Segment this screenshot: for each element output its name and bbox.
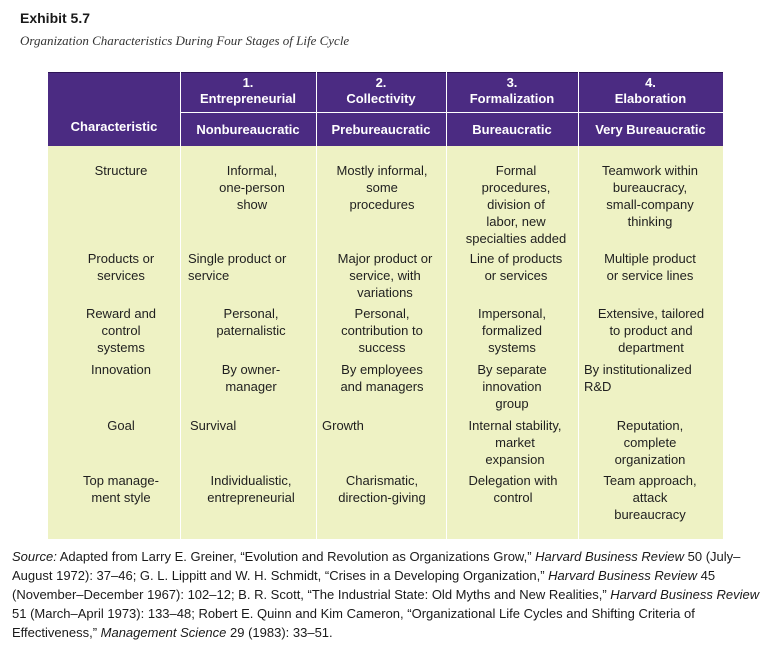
source-text: 45 (November–December 1967): 102–12; B. R. Scott, “The Industrial State: Old Myths and New Realities,” [12, 568, 716, 602]
table-cell: Growth [322, 418, 364, 433]
stage-name: Entrepreneurial [199, 91, 297, 106]
table-cell: Formal procedures, division of labor, new specialties added [465, 163, 567, 246]
column-divider [446, 72, 447, 539]
stage-name: Elaboration [614, 91, 687, 106]
table-cell: Internal stability, market expansion [468, 418, 562, 467]
table-cell: By owner- manager [221, 362, 281, 394]
source-journal: Management Science [100, 625, 227, 640]
source-text: Adapted from Larry E. Greiner, “Evolution and Revolution as Organizations Grow,” [56, 549, 536, 564]
column-divider [578, 72, 579, 539]
table-cell: Major product or service, with variations [337, 251, 433, 300]
stage-number: 3. [506, 75, 518, 90]
stage-bureaucracy-level: Prebureaucratic [331, 122, 431, 137]
stage-name: Collectivity [346, 91, 416, 106]
life-cycle-table [48, 72, 723, 539]
row-characteristic: Goal [107, 418, 135, 433]
source-citation [12, 547, 772, 642]
header-separator [180, 112, 723, 113]
source-text: 29 (1983): 33–51. [226, 625, 333, 640]
row-characteristic: Innovation [91, 362, 151, 377]
table-cell: Teamwork within bureaucracy, small-company thinking [601, 163, 699, 229]
source-text: 50 (July–August 1972): 37–46; G. L. Lippitt and W. H. Schmidt, “Crises in a Developing Organization,” [12, 549, 741, 583]
row-characteristic: Structure [94, 163, 148, 178]
table-cell: Survival [190, 418, 237, 433]
table-cell: Mostly informal, some procedures [336, 163, 428, 212]
stage-bureaucracy-level: Nonbureaucratic [196, 122, 300, 137]
row-characteristic: Products or services [87, 251, 155, 283]
table-top-border [48, 72, 723, 73]
characteristic-header: Characteristic [70, 119, 158, 134]
table-cell: Team approach, attack bureaucracy [603, 473, 697, 522]
source-journal: Harvard Business Review [610, 587, 760, 602]
source-label: Source: [12, 549, 57, 564]
exhibit-title: Exhibit 5.7 [20, 10, 91, 26]
row-characteristic: Reward and control systems [85, 306, 157, 355]
table-cell: Charismatic, direction-giving [338, 473, 426, 505]
source-journal: Harvard Business Review [535, 549, 685, 564]
table-cell: Impersonal, formalized systems [478, 306, 546, 355]
source-journal: Harvard Business Review [548, 568, 698, 583]
column-divider [180, 72, 181, 539]
source-text: 51 (March–April 1973): 133–48; Robert E. Quinn and Kim Cameron, “Organizational Life Cycles and Shifting Criteria of Effectiveness,” [12, 606, 695, 640]
row-characteristic: Top manage- ment style [83, 473, 159, 505]
table-cell: Reputation, complete organization [614, 418, 686, 467]
table-cell: Line of products or services [469, 251, 563, 283]
table-cell: Single product or service [188, 251, 287, 283]
stage-name: Formalization [469, 91, 555, 106]
table-cell: By institutionalized R&D [584, 362, 692, 394]
exhibit-subtitle: Organization Characteristics During Four Stages of Life Cycle [20, 33, 350, 48]
table-cell: By employees and managers [340, 362, 424, 394]
stage-bureaucracy-level: Very Bureaucratic [595, 122, 706, 137]
table-cell: Multiple product or service lines [604, 251, 696, 283]
table-cell: By separate innovation group [477, 362, 547, 411]
table-cell: Informal, one-person show [219, 163, 285, 212]
table-cell: Extensive, tailored to product and department [597, 306, 705, 355]
table-cell: Individualistic, entrepreneurial [207, 473, 295, 505]
table-cell: Personal, paternalistic [216, 306, 286, 338]
column-divider [316, 72, 317, 539]
table-cell: Delegation with control [468, 473, 558, 505]
stage-number: 4. [645, 75, 656, 90]
stage-number: 1. [242, 75, 254, 90]
table-cell: Personal, contribution to success [341, 306, 423, 355]
stage-bureaucracy-level: Bureaucratic [472, 122, 552, 137]
stage-number: 2. [375, 75, 387, 90]
